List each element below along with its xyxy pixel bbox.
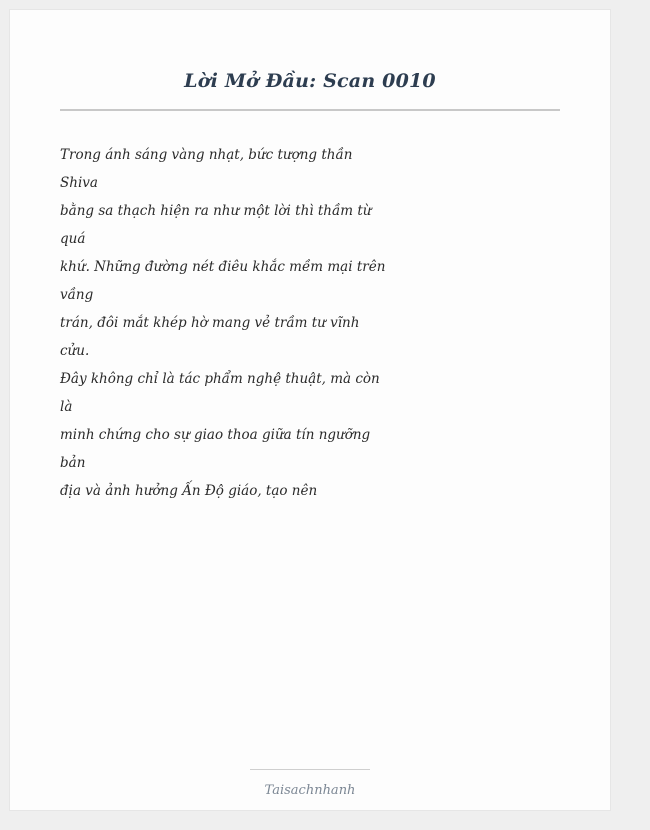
text-line: bằng sa thạch hiện ra như một lời thì thầm từ xyxy=(60,203,372,219)
page-title: Lời Mở Đầu: Scan 0010 xyxy=(184,70,436,92)
text-line: bản xyxy=(60,455,86,471)
text-line: trán, đôi mắt khép hờ mang vẻ trầm tư vĩnh xyxy=(60,315,360,331)
text-line: vầng xyxy=(60,287,94,303)
text-line: khứ. Những đường nét điêu khắc mềm mại trên xyxy=(60,259,386,275)
text-line: Shiva xyxy=(60,175,98,191)
text-line: quá xyxy=(60,231,86,247)
document-page xyxy=(10,10,610,810)
title-divider xyxy=(60,109,560,111)
text-line: minh chứng cho sự giao thoa giữa tín ngưỡng xyxy=(60,427,371,443)
text-line: là xyxy=(60,399,73,415)
text-line: Đây không chỉ là tác phẩm nghệ thuật, mà còn xyxy=(60,371,380,387)
text-line: Trong ánh sáng vàng nhạt, bức tượng thần xyxy=(60,147,353,163)
footer-source: Taisachnhanh xyxy=(264,783,356,798)
footer-divider xyxy=(250,769,370,770)
text-line: cửu. xyxy=(60,343,90,359)
text-line: địa và ảnh hưởng Ấn Độ giáo, tạo nên xyxy=(60,483,318,499)
body-text xyxy=(60,141,390,505)
